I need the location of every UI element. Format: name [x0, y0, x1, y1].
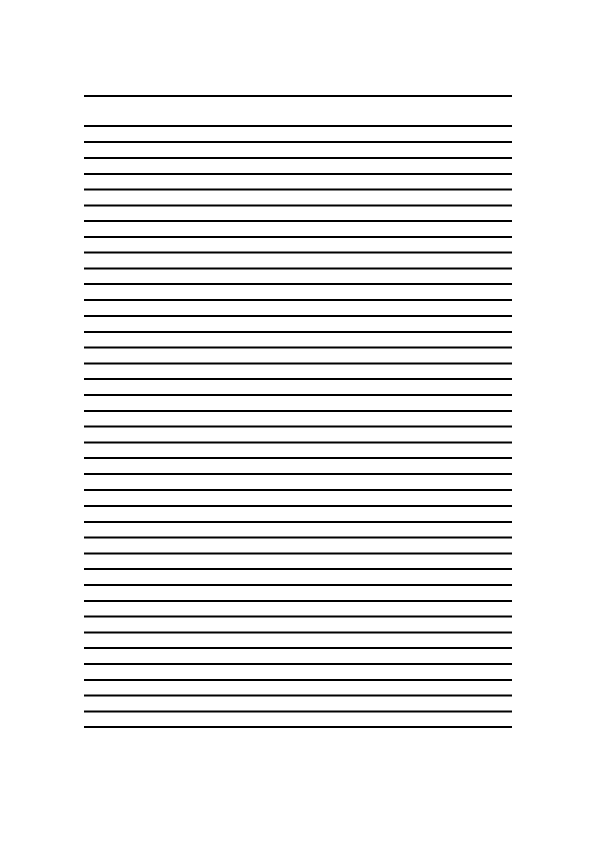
paragraph-3 — [84, 310, 512, 500]
intro-paragraph — [84, 120, 512, 152]
paragraph-1 — [84, 152, 512, 215]
document-body — [84, 90, 512, 738]
paragraph-2 — [84, 215, 512, 310]
paragraph-4 — [84, 500, 512, 738]
document-title — [84, 90, 512, 102]
